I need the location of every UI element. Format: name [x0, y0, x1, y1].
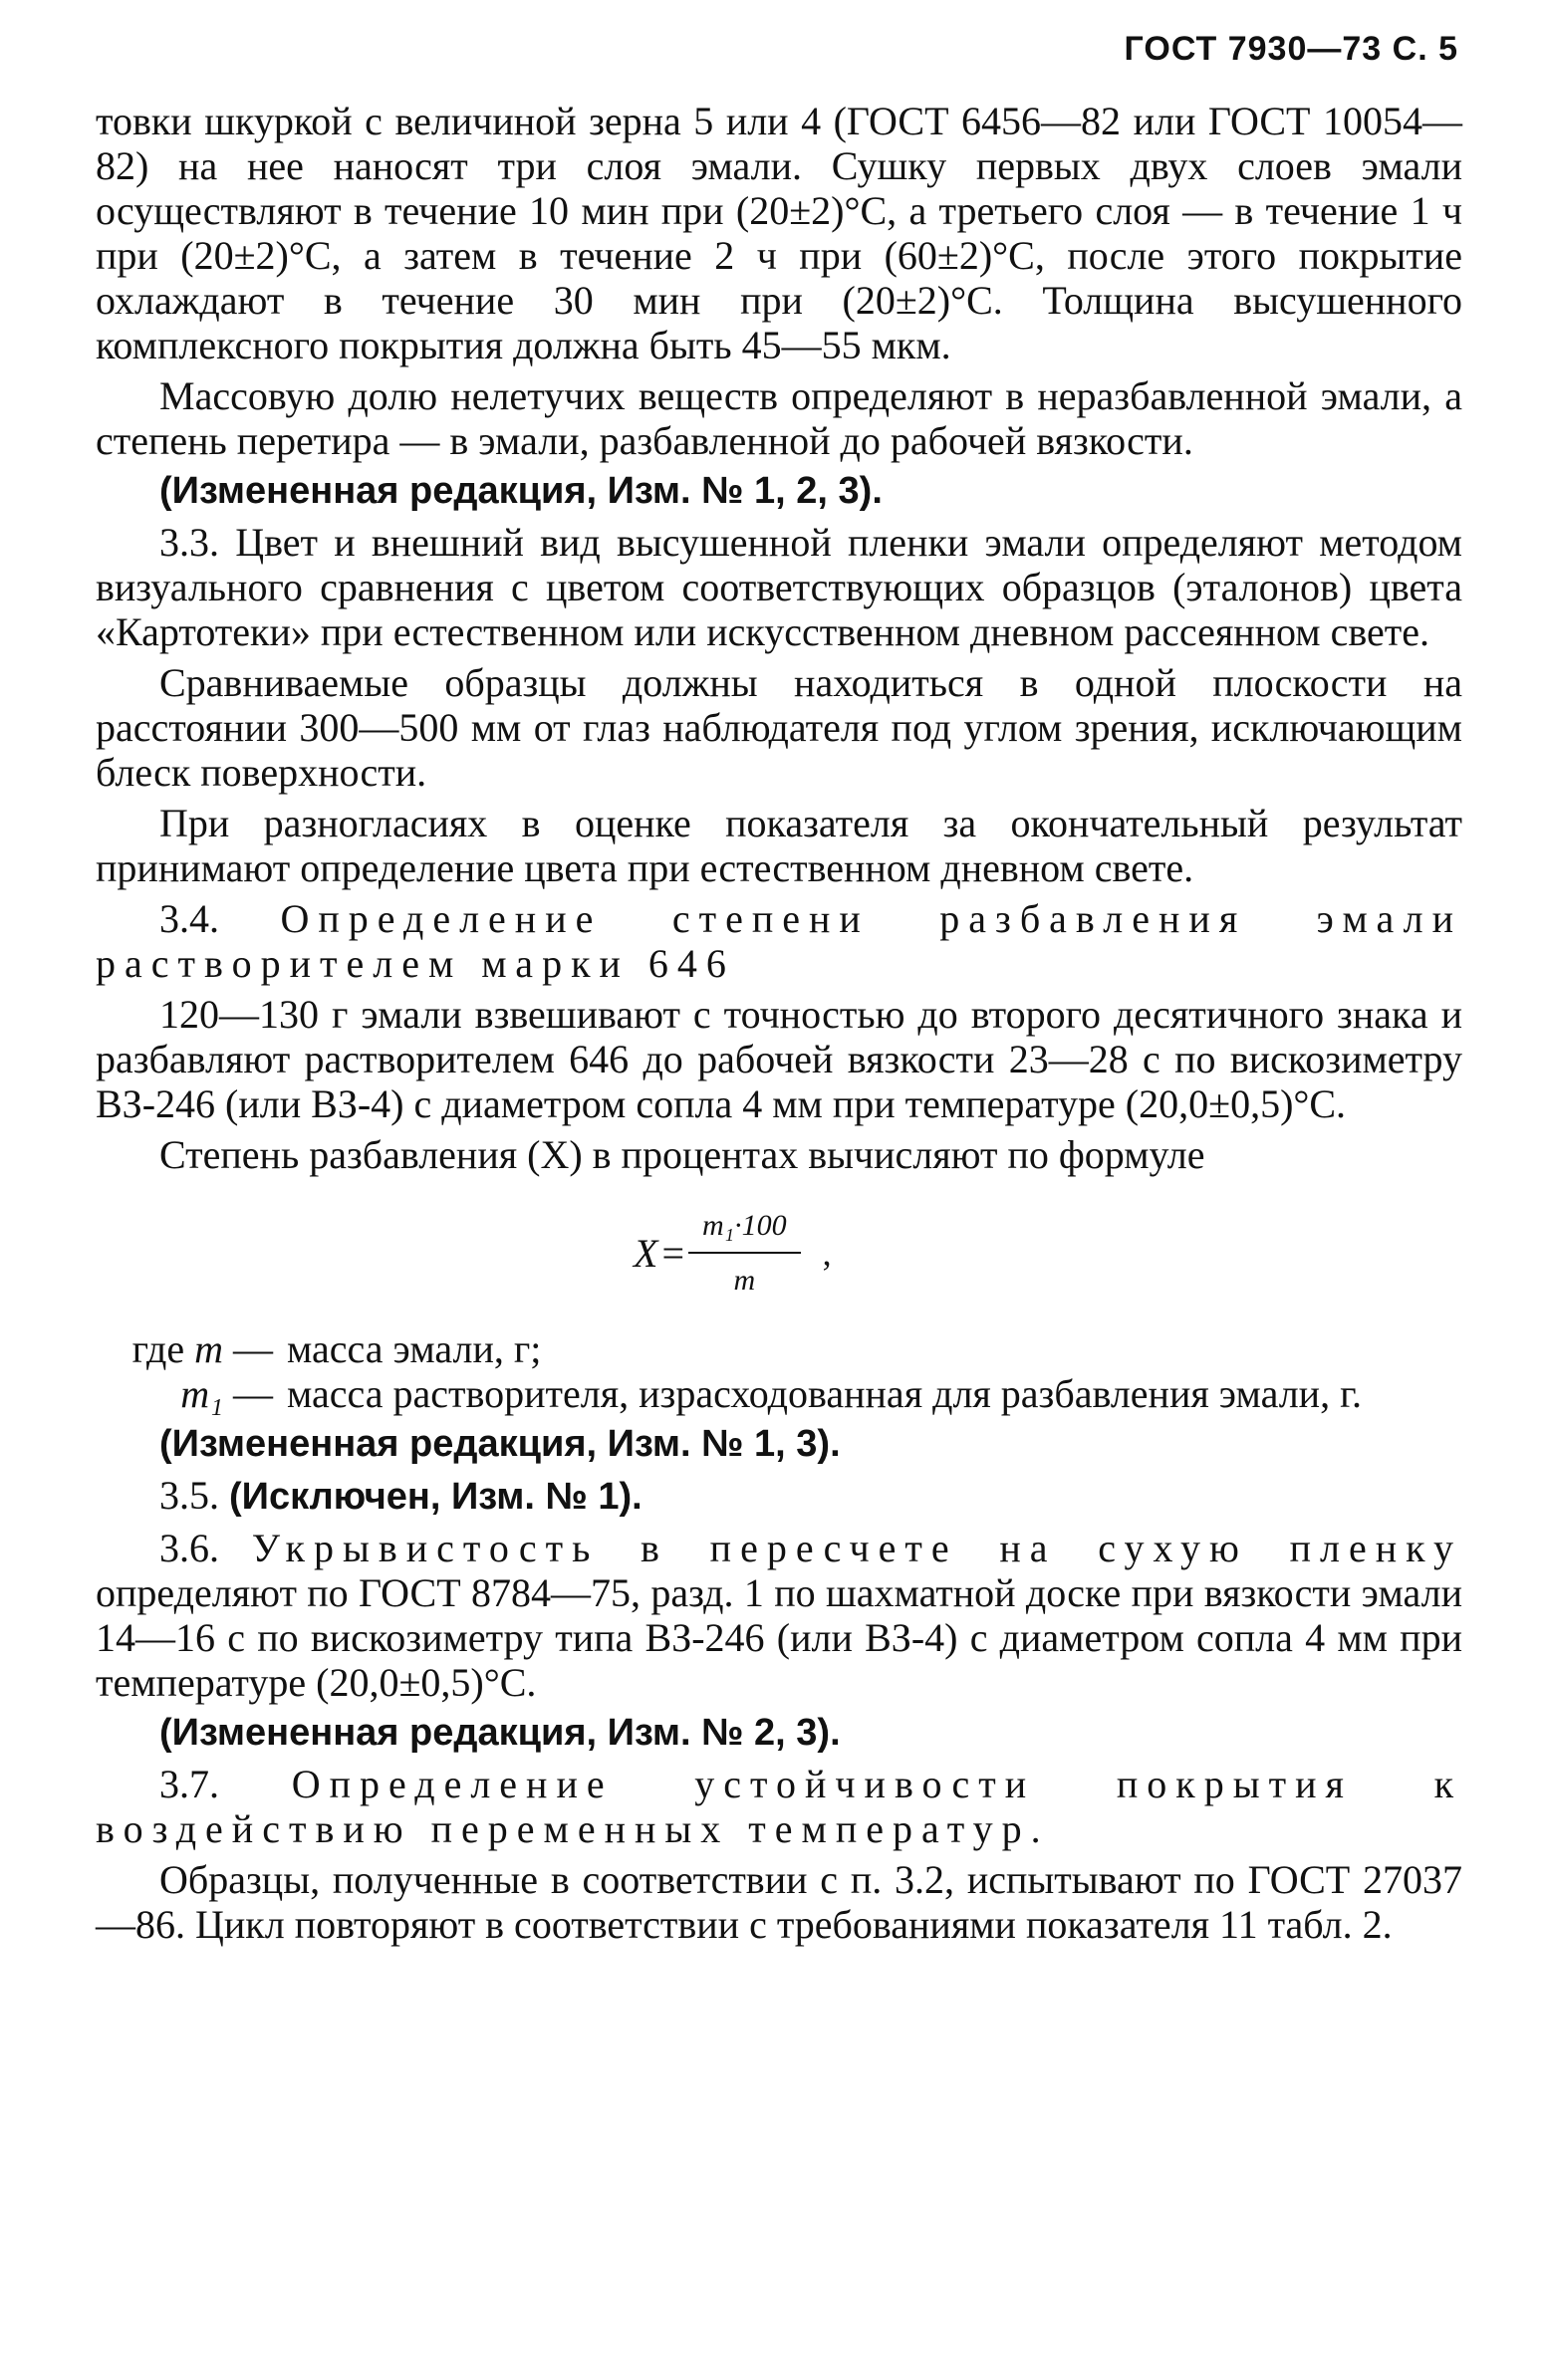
- clause-3-7-heading: [96, 1762, 1462, 1851]
- formula-numerator: m₁·100: [688, 1203, 801, 1254]
- definition-row: [96, 1326, 1462, 1371]
- clause-3-4-title: Определение степени разбавления эмали растворителем марки 646: [96, 896, 1463, 986]
- clause-3-6: [96, 1526, 1462, 1705]
- formula-lhs: X: [634, 1230, 658, 1276]
- clause-3-7-number: 3.7.: [159, 1762, 219, 1806]
- paragraph-nonvolatile: Массовую долю нелетучих веществ определяют в неразбавленной эмали, а степень перетира — в эмали, разбавленной до рабочей вязкости.: [96, 373, 1462, 463]
- definition-row: [96, 1371, 1462, 1416]
- paragraph-samples-test: Образцы, полученные в соответствии с п. 3.2, испытывают по ГОСТ 27037—86. Цикл повторяют в соответствии с требованиями показателя 11 табл. 2.: [96, 1857, 1462, 1947]
- clause-3-7-title: Определение устойчивости покрытия к воздействию переменных температур.: [96, 1762, 1463, 1851]
- paragraph-weighing: 120—130 г эмали взвешивают с точностью до второго десятичного знака и разбавляют растворителем 646 до рабочей вязкости 23—28 с по вискозиметру ВЗ-246 (или ВЗ-4) с диаметром сопла 4 мм при температуре (20,0±0,5)°С.: [96, 992, 1462, 1126]
- clause-3-3: 3.3. Цвет и внешний вид высушенной пленки эмали определяют методом визуального сравнения с цветом соответствующих образцов (эталонов) цвета «Картотеки» при естественном или искусственном дневном рассеянном свете.: [96, 520, 1462, 654]
- document-page: [96, 30, 1462, 1953]
- paragraph-compare-samples: Сравниваемые образцы должны находиться в одной плоскости на расстоянии 300—500 мм от глаз наблюдателя под углом зрения, исключающим блеск поверхности.: [96, 660, 1462, 795]
- formula-definitions: [96, 1326, 1462, 1416]
- clause-3-6-title: Укрывистость в пересчете на сухую пленку: [251, 1526, 1462, 1570]
- definition-dash: —: [233, 1371, 273, 1416]
- definition-symbol: m₁: [180, 1371, 223, 1416]
- clause-3-4-number: 3.4.: [159, 896, 219, 941]
- paragraph-disagreement: При разногласиях в оценке показателя за окончательный результат принимают определение цвета при естественном дневном свете.: [96, 801, 1462, 890]
- paragraph-formula-intro: Степень разбавления (X) в процентах вычисляют по формуле: [159, 1132, 1205, 1177]
- formula-equals: =: [661, 1230, 684, 1276]
- formula-trailing-comma: ,: [822, 1232, 832, 1273]
- definition-dash: —: [233, 1326, 273, 1371]
- clause-3-5: [96, 1473, 1462, 1520]
- definition-text: масса эмали, г;: [287, 1326, 542, 1371]
- body-text: [96, 99, 1462, 1947]
- paragraph-continuation: товки шкуркой с величиной зерна 5 или 4 (ГОСТ 6456—82 или ГОСТ 10054—82) на нее наносят три слоя эмали. Сушку первых двух слоев эмали осуществляют в течение 10 мин при (20±2)°С, а третьего слоя — в течение 1 ч при (20±2)°С, а затем в течение 2 ч при (60±2)°С, после этого покрытие охлаждают в течение 30 мин при (20±2)°С. Толщина высушенного комплексного покрытия должна быть 45—55 мкм.: [96, 99, 1462, 367]
- formula-denominator: m: [733, 1264, 756, 1297]
- clause-3-5-excluded: (Исключен, Изм. № 1).: [229, 1476, 643, 1518]
- clause-3-4-heading: [96, 896, 1462, 986]
- definition-lead-word: где: [131, 1326, 185, 1371]
- clause-3-6-text: определяют по ГОСТ 8784—75, разд. 1 по шахматной доске при вязкости эмали 14—16 с по вискозиметру типа ВЗ-246 (или ВЗ-4) с диаметром сопла 4 мм при температуре (20,0±0,5)°С.: [96, 1570, 1462, 1705]
- definition-text: масса растворителя, израсходованная для разбавления эмали, г.: [287, 1371, 1362, 1416]
- dilution-formula: [634, 1203, 832, 1303]
- running-header: ГОСТ 7930—73 С. 5: [1124, 30, 1458, 68]
- amendment-note-3: (Измененная редакция, Изм. № 2, 3).: [159, 1712, 841, 1754]
- definition-symbol: m: [194, 1326, 223, 1371]
- clause-3-6-number: 3.6.: [159, 1526, 219, 1570]
- clause-3-5-number: 3.5.: [159, 1473, 219, 1518]
- amendment-note-1: (Измененная редакция, Изм. № 1, 2, 3).: [159, 470, 883, 512]
- formula-fraction: [688, 1203, 801, 1303]
- formula-block: [96, 1193, 1462, 1312]
- amendment-note-2: (Измененная редакция, Изм. № 1, 3).: [159, 1423, 841, 1465]
